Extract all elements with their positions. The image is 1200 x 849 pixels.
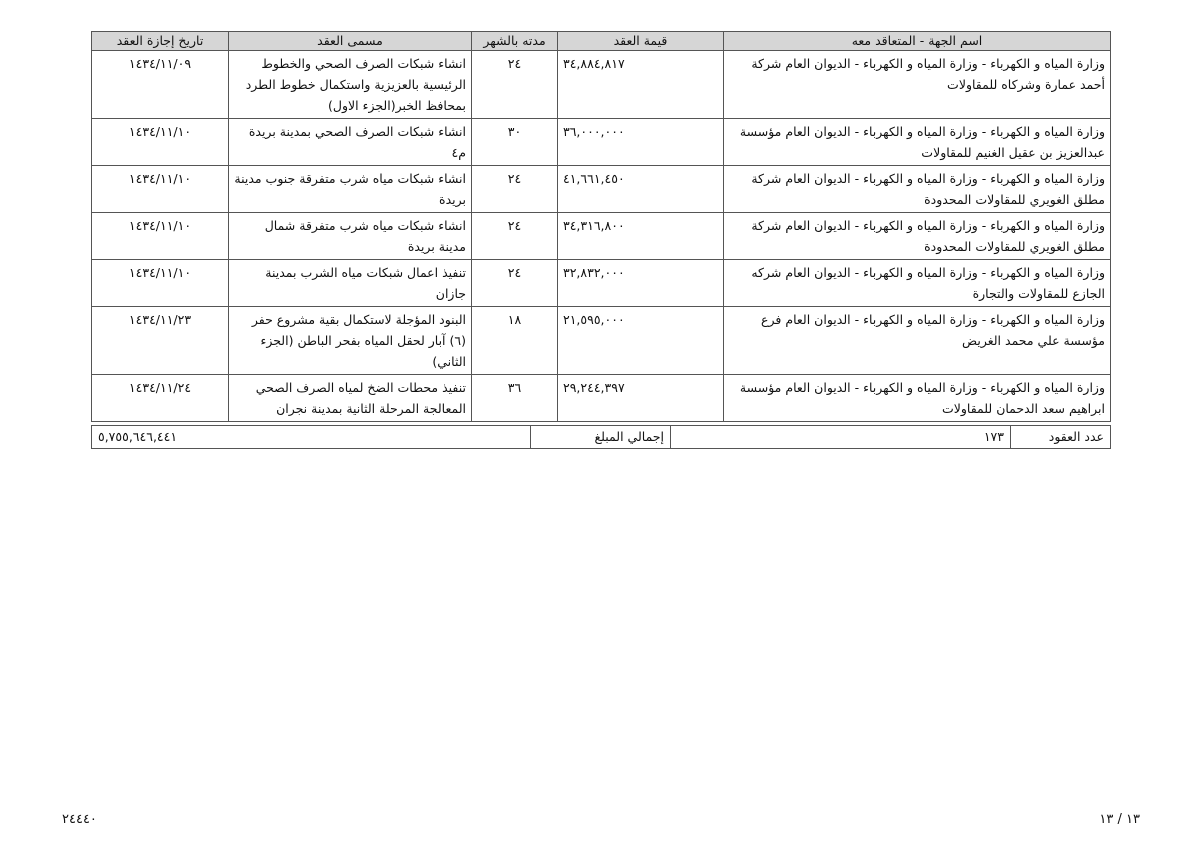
table-row — [92, 119, 1111, 166]
cell-value: ٣٤,٣١٦,٨٠٠ — [558, 213, 724, 260]
cell-party: وزارة المياه و الكهرباء - وزارة المياه و الكهرباء - الديوان العام مؤسسة عبدالعزيز بن عقيل الغنيم للمقاولات — [724, 119, 1111, 166]
table-row — [92, 375, 1111, 422]
cell-duration: ١٨ — [472, 307, 558, 375]
cell-name: تنفيذ اعمال شبكات مياه الشرب بمدينة جازان — [229, 260, 472, 307]
cell-party: وزارة المياه و الكهرباء - وزارة المياه و الكهرباء - الديوان العام شركة مطلق الغويري للمقاولات المحدودة — [724, 166, 1111, 213]
cell-duration: ٣٠ — [472, 119, 558, 166]
cell-value: ٣٢,٨٣٢,٠٠٠ — [558, 260, 724, 307]
cell-party: وزارة المياه و الكهرباء - وزارة المياه و الكهرباء - الديوان العام فرع مؤسسة علي محمد الغريض — [724, 307, 1111, 375]
cell-name: البنود المؤجلة لاستكمال بقية مشروع حفر (٦) آبار لحقل المياه بفحر الباطن (الجزء الثاني) — [229, 307, 472, 375]
summary-row — [92, 426, 1111, 449]
cell-date: ١٤٣٤/١١/٢٣ — [92, 307, 229, 375]
cell-duration: ٣٦ — [472, 375, 558, 422]
total-amount-value: ٥,٧٥٥,٦٤٦,٤٤١ — [92, 426, 531, 449]
cell-date: ١٤٣٤/١١/١٠ — [92, 260, 229, 307]
footer-document-number: ٢٤٤٤٠ — [62, 812, 97, 827]
cell-date: ١٤٣٤/١١/١٠ — [92, 166, 229, 213]
footer-page-number: ١٣ / ١٣ — [1099, 812, 1140, 827]
cell-name: انشاء شبكات الصرف الصحي والخطوط الرئيسية بالعزيزية واستكمال خطوط الطرد بمحافظ الخبر(الجزء الاول) — [229, 51, 472, 119]
cell-value: ٢٩,٢٤٤,٣٩٧ — [558, 375, 724, 422]
table-row — [92, 213, 1111, 260]
header-value: قيمة العقد — [558, 32, 724, 51]
contract-count-label: عدد العقود — [1011, 426, 1111, 449]
cell-duration: ٢٤ — [472, 213, 558, 260]
cell-value: ٤١,٦٦١,٤٥٠ — [558, 166, 724, 213]
header-name: مسمى العقد — [229, 32, 472, 51]
cell-value: ٢١,٥٩٥,٠٠٠ — [558, 307, 724, 375]
cell-party: وزارة المياه و الكهرباء - وزارة المياه و الكهرباء - الديوان العام شركة أحمد عمارة وشركاه للمقاولات — [724, 51, 1111, 119]
cell-party: وزارة المياه و الكهرباء - وزارة المياه و الكهرباء - الديوان العام شركه الجازع للمقاولات والتجارة — [724, 260, 1111, 307]
cell-date: ١٤٣٤/١١/٢٤ — [92, 375, 229, 422]
table-row — [92, 307, 1111, 375]
cell-duration: ٢٤ — [472, 166, 558, 213]
header-party: اسم الجهة - المتعاقد معه — [724, 32, 1111, 51]
table-row — [92, 166, 1111, 213]
cell-duration: ٢٤ — [472, 51, 558, 119]
cell-value: ٣٤,٨٨٤,٨١٧ — [558, 51, 724, 119]
cell-date: ١٤٣٤/١١/١٠ — [92, 119, 229, 166]
cell-value: ٣٦,٠٠٠,٠٠٠ — [558, 119, 724, 166]
cell-party: وزارة المياه و الكهرباء - وزارة المياه و الكهرباء - الديوان العام شركة مطلق الغويري للمقاولات المحدودة — [724, 213, 1111, 260]
total-amount-label: إجمالي المبلغ — [531, 426, 671, 449]
contracts-table — [91, 31, 1111, 422]
cell-name: انشاء شبكات مياه شرب متفرقة شمال مدينة بريدة — [229, 213, 472, 260]
cell-date: ١٤٣٤/١١/٠٩ — [92, 51, 229, 119]
cell-name: انشاء شبكات الصرف الصحي بمدينة بريدة م٤ — [229, 119, 472, 166]
summary-table — [91, 425, 1111, 449]
contract-count-value: ١٧٣ — [671, 426, 1011, 449]
cell-party: وزارة المياه و الكهرباء - وزارة المياه و الكهرباء - الديوان العام مؤسسة ابراهيم سعد الدحمان للمقاولات — [724, 375, 1111, 422]
cell-date: ١٤٣٤/١١/١٠ — [92, 213, 229, 260]
table-row — [92, 51, 1111, 119]
cell-duration: ٢٤ — [472, 260, 558, 307]
table-row — [92, 260, 1111, 307]
cell-name: تنفيذ محطات الضخ لمياه الصرف الصحي المعالجة المرحلة الثانية بمدينة نجران — [229, 375, 472, 422]
header-date: تاريخ إجازة العقد — [92, 32, 229, 51]
cell-name: انشاء شبكات مياه شرب متفرقة جنوب مدينة بريدة — [229, 166, 472, 213]
table-header-row — [92, 32, 1111, 51]
header-duration: مدته بالشهر — [472, 32, 558, 51]
